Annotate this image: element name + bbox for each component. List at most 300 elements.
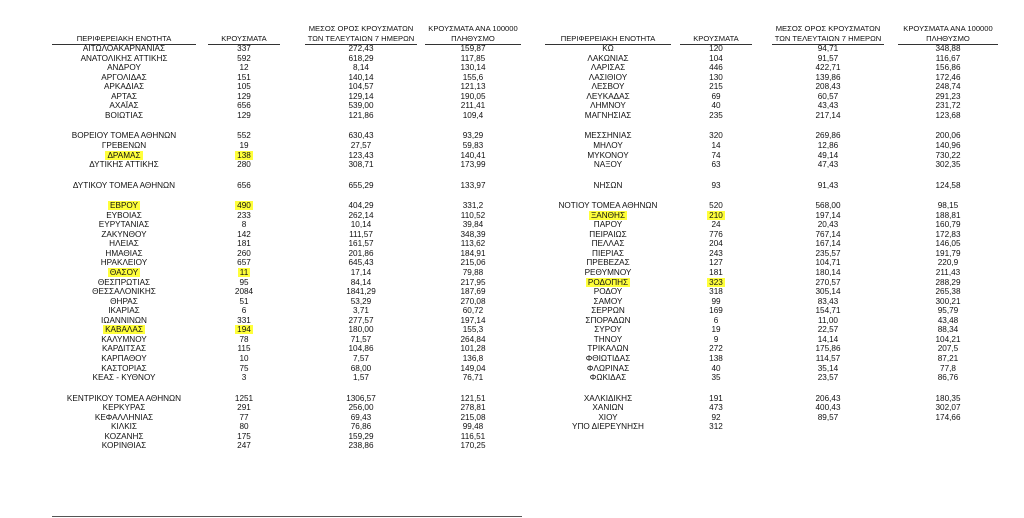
cell-cases [208, 111, 280, 120]
cell-cases [680, 160, 752, 169]
cell-region-text: ΠΡΕΒΕΖΑΣ [586, 258, 630, 268]
cell-per100k [898, 297, 998, 306]
cell-avg7 [305, 101, 417, 110]
cell-region-text: ΝΟΤΙΟΥ ΤΟΜΕΑ ΑΘΗΝΩΝ [558, 201, 658, 211]
cell-avg7-text: 114,57 [815, 353, 841, 363]
cell-cases-text: 657 [237, 258, 251, 268]
cell-avg7 [305, 364, 417, 373]
cell-per100k [425, 131, 521, 140]
cell-region-text: ΚΟΖΑΝΗΣ [104, 431, 144, 441]
cell-per100k [425, 73, 521, 82]
cell-avg7 [305, 220, 417, 229]
cell-avg7 [772, 364, 884, 373]
cell-per100k [898, 181, 998, 190]
cell-region-text: ΧΙΟΥ [598, 412, 618, 422]
cell-cases-text: 12 [239, 63, 249, 73]
cell-per100k-text: 77,8 [940, 363, 956, 373]
cell-cases-text: 235 [709, 110, 723, 120]
cell-avg7 [305, 44, 417, 53]
cell-region-text: ΕΥΒΟΙΑΣ [106, 210, 142, 220]
cell-avg7 [305, 441, 417, 450]
cell-per100k-text: 88,34 [937, 325, 959, 335]
highlighted-cases: 194 [237, 325, 251, 335]
cell-cases [208, 373, 280, 382]
highlighted-region: ΔΡΑΜΑΣ [107, 150, 141, 160]
cell-avg7-text: 1,57 [353, 373, 369, 383]
cell-avg7-text: 1306,57 [346, 393, 376, 403]
cell-per100k [425, 92, 521, 101]
cell-region [52, 249, 196, 258]
cell-avg7 [305, 354, 417, 363]
cell-cases-text: 592 [237, 53, 251, 63]
cell-region [52, 316, 196, 325]
cell-region-text: ΑΝΑΤΟΛΙΚΗΣ ΑΤΤΙΚΗΣ [80, 53, 168, 63]
cell-region [52, 54, 196, 63]
cell-cases-text: 552 [237, 131, 251, 141]
cell-cases [680, 344, 752, 353]
cell-avg7-text: 197,14 [815, 210, 841, 220]
cell-avg7-text: 104,71 [815, 258, 841, 268]
cell-cases [208, 258, 280, 267]
cell-cases [208, 287, 280, 296]
cell-avg7-text: 208,43 [815, 82, 841, 92]
cell-cases [680, 249, 752, 258]
cell-region-text: ΘΕΣΠΡΩΤΙΑΣ [97, 277, 151, 287]
cell-region-text: ΑΡΚΑΔΙΑΣ [103, 82, 145, 92]
cell-cases [680, 413, 752, 422]
cell-avg7-text: 10,14 [350, 220, 372, 230]
cell-avg7 [772, 403, 884, 412]
cell-avg7-text: 23,57 [817, 373, 839, 383]
cell-per100k-text: 117,85 [460, 53, 486, 63]
cell-cases [208, 151, 280, 160]
cell-avg7-text: 238,86 [348, 441, 374, 451]
cell-per100k [898, 258, 998, 267]
cell-avg7 [772, 297, 884, 306]
cell-cases [680, 230, 752, 239]
cell-per100k-text: 211,41 [460, 101, 486, 111]
cell-per100k-text: 59,83 [462, 140, 484, 150]
cell-per100k-text: 136,8 [462, 353, 484, 363]
cell-region [545, 325, 671, 334]
cell-avg7 [772, 316, 884, 325]
cell-per100k-text: 130,14 [460, 63, 486, 73]
cell-region-text: ΚΑΛΥΜΝΟΥ [101, 334, 147, 344]
cell-region [545, 268, 671, 277]
cell-per100k [425, 354, 521, 363]
cell-avg7 [305, 394, 417, 403]
cell-per100k-text: 211,43 [935, 268, 961, 277]
cell-avg7 [305, 278, 417, 287]
cell-per100k-text: 265,38 [935, 287, 961, 297]
cell-per100k [898, 63, 998, 72]
cell-avg7 [772, 44, 884, 53]
cell-per100k-text: 215,08 [460, 412, 486, 422]
cell-region [52, 297, 196, 306]
cell-region [52, 230, 196, 239]
cell-per100k-text: 302,35 [935, 160, 961, 170]
cell-per100k-text: 155,6 [462, 72, 484, 82]
cell-cases-text: 181 [237, 239, 251, 249]
cell-avg7-text: 76,86 [350, 422, 372, 432]
cell-region-text: ΙΚΑΡΙΑΣ [108, 306, 140, 316]
cell-cases [680, 403, 752, 412]
cell-per100k-text: 191,79 [935, 248, 961, 258]
cell-per100k [425, 239, 521, 248]
cell-avg7 [305, 422, 417, 431]
cell-cases [208, 63, 280, 72]
highlighted-region: ΘΑΣΟΥ [109, 268, 139, 277]
cell-avg7-text: 17,14 [350, 268, 372, 277]
cell-region-text: ΛΕΣΒΟΥ [591, 82, 625, 92]
cell-region-text: ΗΡΑΚΛΕΙΟΥ [100, 258, 148, 268]
cell-cases [208, 249, 280, 258]
cell-per100k-text: 93,29 [462, 131, 484, 141]
cell-cases [208, 306, 280, 315]
cell-region-text: ΑΡΤΑΣ [111, 91, 137, 101]
cell-avg7 [772, 354, 884, 363]
cell-cases-text: 129 [237, 110, 251, 120]
cell-avg7-text: 618,29 [348, 53, 374, 63]
cell-per100k [898, 413, 998, 422]
cell-per100k [425, 344, 521, 353]
cell-per100k [425, 249, 521, 258]
cell-avg7 [305, 258, 417, 267]
cell-avg7-text: 277,57 [348, 315, 374, 325]
cell-region [545, 54, 671, 63]
cell-per100k [425, 268, 521, 277]
cell-region [545, 151, 671, 160]
cell-cases [680, 101, 752, 110]
cell-avg7-text: 3,71 [353, 306, 369, 316]
cell-cases-text: 272 [709, 344, 723, 354]
cell-cases-text: 181 [709, 268, 723, 277]
cell-cases-text: 247 [237, 441, 251, 451]
cell-avg7 [772, 239, 884, 248]
cell-per100k-text: 121,13 [460, 82, 486, 92]
cell-avg7 [772, 230, 884, 239]
right-header-avg7 [772, 24, 884, 45]
cell-region [545, 82, 671, 91]
cell-avg7-text: 1841,29 [346, 287, 376, 297]
cell-cases-text: 191 [709, 393, 723, 403]
cell-per100k-text: 109,4 [462, 110, 484, 120]
cell-cases-text: 1251 [234, 393, 254, 403]
cell-avg7-text: 269,86 [815, 131, 841, 141]
cell-avg7 [772, 151, 884, 160]
cell-region [545, 413, 671, 422]
cell-avg7-text: 154,71 [815, 306, 841, 316]
cell-per100k-text: 248,74 [935, 82, 961, 92]
cell-per100k-text: 730,22 [935, 150, 961, 160]
cell-per100k [898, 249, 998, 258]
cell-per100k-text: 173,99 [460, 160, 486, 170]
cell-region-text: ΦΘΙΩΤΙΔΑΣ [585, 353, 631, 363]
cell-avg7-text: 167,14 [815, 239, 841, 249]
cell-avg7 [305, 344, 417, 353]
right-header-avg7-line1: ΜΕΣΟΣ ΟΡΟΣ ΚΡΟΥΣΜΑΤΩΝ [775, 24, 881, 33]
cell-region [52, 306, 196, 315]
cell-region-text: ΝΑΞΟΥ [593, 160, 623, 170]
cell-avg7-text: 12,86 [817, 140, 839, 150]
cell-avg7 [772, 325, 884, 334]
cell-cases-text: 312 [709, 422, 723, 432]
cell-avg7-text: 404,29 [348, 201, 374, 211]
cell-region-text: ΓΡΕΒΕΝΩΝ [101, 140, 147, 150]
cell-cases-text: 473 [709, 403, 723, 413]
cell-cases [680, 63, 752, 72]
cell-avg7-text: 89,57 [817, 412, 839, 422]
cell-per100k-text: 86,76 [937, 373, 959, 383]
cell-region [545, 111, 671, 120]
cell-region [52, 354, 196, 363]
cell-cases-text: 78 [239, 334, 249, 344]
cell-cases [680, 354, 752, 363]
cell-avg7-text: 49,14 [817, 150, 839, 160]
cell-cases [680, 325, 752, 334]
cell-per100k [425, 44, 521, 53]
cell-cases-text: 19 [711, 325, 721, 335]
left-header-per100k-line1: ΚΡΟΥΣΜΑΤΑ ΑΝΑ 100000 [428, 24, 518, 33]
cell-region-text: ΤΡΙΚΑΛΩΝ [587, 344, 629, 354]
cell-region [545, 316, 671, 325]
cell-avg7 [305, 335, 417, 344]
cell-cases-text: 77 [239, 412, 249, 422]
cell-per100k [425, 316, 521, 325]
cell-avg7-text: 161,57 [348, 239, 374, 249]
cell-cases [208, 201, 280, 210]
cell-region [52, 422, 196, 431]
cell-region [52, 441, 196, 450]
cell-per100k [898, 101, 998, 110]
right-header-per100k-line2: ΠΛΗΘΥΣΜΟ [926, 34, 970, 43]
cell-per100k-text: 231,72 [935, 101, 961, 111]
cell-region-text: ΖΑΚΥΝΘΟΥ [101, 229, 147, 239]
cell-region-text: ΦΛΩΡΙΝΑΣ [586, 363, 630, 373]
cell-cases [208, 394, 280, 403]
cell-per100k [898, 201, 998, 210]
cell-avg7-text: 53,29 [350, 296, 372, 306]
cell-cases-text: 115 [237, 344, 251, 354]
cell-region [52, 364, 196, 373]
cell-cases-text: 120 [709, 44, 723, 53]
cell-avg7-text: 140,14 [348, 72, 374, 82]
cell-avg7 [305, 268, 417, 277]
cell-per100k-text: 98,15 [937, 201, 959, 211]
cell-cases-text: 337 [237, 44, 251, 53]
highlighted-cases: 11 [239, 268, 249, 277]
cell-cases-text: 74 [711, 150, 721, 160]
left-header-per100k-line2: ΠΛΗΘΥΣΜΟ [451, 34, 495, 43]
cell-cases [680, 181, 752, 190]
cell-avg7-text: 206,43 [815, 393, 841, 403]
cell-per100k [898, 335, 998, 344]
cell-avg7 [305, 82, 417, 91]
cell-avg7 [772, 287, 884, 296]
cell-avg7 [772, 54, 884, 63]
cell-cases [680, 316, 752, 325]
cell-cases [208, 278, 280, 287]
cell-region-text: ΣΕΡΡΩΝ [591, 306, 625, 316]
cell-per100k [425, 141, 521, 150]
cell-region-text: ΚΟΡΙΝΘΙΑΣ [101, 441, 147, 451]
cell-cases [208, 432, 280, 441]
highlighted-cases: 490 [237, 201, 251, 211]
cell-per100k [425, 258, 521, 267]
cell-region-text: ΠΕΙΡΑΙΩΣ [589, 229, 627, 239]
cell-cases [680, 201, 752, 210]
cell-avg7 [305, 73, 417, 82]
cell-avg7 [772, 258, 884, 267]
cell-avg7 [772, 394, 884, 403]
cell-avg7 [772, 335, 884, 344]
cell-avg7 [305, 92, 417, 101]
cell-per100k-text: 116,67 [935, 53, 961, 63]
cell-cases [208, 92, 280, 101]
cell-region-text: ΣΥΡΟΥ [594, 325, 622, 335]
cell-per100k [898, 344, 998, 353]
cell-per100k-text: 270,08 [460, 296, 486, 306]
cell-region-text: ΑΧΑΪΑΣ [109, 101, 139, 111]
cell-region-text: ΥΠΟ ΔΙΕΡΕΥΝΗΣΗ [572, 422, 644, 432]
cell-cases [208, 230, 280, 239]
cell-cases [208, 354, 280, 363]
cell-region-text: ΚΕΑΣ - ΚΥΘΝΟΥ [92, 373, 156, 383]
cell-per100k [898, 160, 998, 169]
cell-region [52, 73, 196, 82]
cell-per100k-text: 278,81 [460, 403, 486, 413]
cell-avg7-text: 11,00 [818, 315, 838, 325]
cell-per100k-text: 302,07 [935, 403, 961, 413]
cell-cases [208, 364, 280, 373]
cell-avg7-text: 262,14 [348, 210, 374, 220]
cell-cases [208, 82, 280, 91]
cell-region-text: ΚΕΦΑΛΛΗΝΙΑΣ [94, 412, 154, 422]
cell-per100k-text: 124,58 [935, 180, 961, 190]
cell-region-text: ΚΕΝΤΡΙΚΟΥ ΤΟΜΕΑ ΑΘΗΝΩΝ [66, 393, 182, 403]
cell-per100k-text: 149,04 [460, 363, 486, 373]
cell-per100k-text: 170,25 [460, 441, 486, 451]
cell-avg7-text: 14,14 [817, 334, 839, 344]
cell-per100k [898, 316, 998, 325]
cell-region [545, 131, 671, 140]
cell-region-text: ΑΝΔΡΟΥ [107, 63, 141, 73]
cell-region [52, 278, 196, 287]
cell-cases [680, 82, 752, 91]
cell-per100k [425, 394, 521, 403]
cell-region [545, 306, 671, 315]
cell-per100k [425, 432, 521, 441]
cell-cases-text: 75 [239, 363, 249, 373]
cell-avg7 [772, 73, 884, 82]
cell-per100k [425, 403, 521, 412]
cell-per100k [898, 211, 998, 220]
cell-region [545, 403, 671, 412]
cell-avg7 [305, 249, 417, 258]
cell-region [545, 230, 671, 239]
cell-avg7 [305, 239, 417, 248]
cell-per100k-text: 217,95 [460, 277, 486, 287]
cell-region [52, 211, 196, 220]
cell-per100k-text: 140,41 [460, 150, 486, 160]
cell-region [545, 297, 671, 306]
cell-region [545, 354, 671, 363]
highlighted-region: ΡΟΔΟΠΗΣ [587, 277, 629, 287]
cell-avg7-text: 272,43 [348, 44, 374, 53]
cell-avg7 [772, 63, 884, 72]
cell-per100k [425, 82, 521, 91]
right-header-per100k [898, 24, 998, 45]
cell-region-text: ΣΠΟΡΑΔΩΝ [585, 315, 631, 325]
cell-per100k [425, 441, 521, 450]
cell-avg7-text: 159,29 [348, 431, 374, 441]
cell-avg7 [772, 211, 884, 220]
cell-cases-text: 331 [237, 315, 251, 325]
cell-region-text: ΘΕΣΣΑΛΟΝΙΚΗΣ [92, 287, 156, 297]
cell-avg7-text: 7,57 [353, 353, 369, 363]
cell-avg7-text: 91,43 [817, 180, 839, 190]
cell-avg7 [305, 160, 417, 169]
cell-per100k-text: 155,3 [462, 325, 484, 335]
cell-avg7 [305, 181, 417, 190]
cell-avg7-text: 175,86 [815, 344, 841, 354]
cell-region [52, 335, 196, 344]
cell-region [545, 92, 671, 101]
cell-per100k [425, 63, 521, 72]
cell-region-text: ΙΩΑΝΝΙΝΩΝ [101, 315, 147, 325]
cell-per100k [898, 394, 998, 403]
cell-cases-text: 8 [241, 220, 247, 230]
cell-per100k [898, 403, 998, 412]
cell-avg7 [772, 131, 884, 140]
cell-cases-text: 105 [237, 82, 251, 92]
left-table-bottom-rule [52, 516, 522, 517]
cell-avg7 [772, 82, 884, 91]
cell-cases-text: 40 [711, 363, 721, 373]
cell-per100k-text: 180,35 [935, 393, 961, 403]
cell-per100k-text: 113,62 [460, 239, 486, 249]
cell-avg7 [772, 278, 884, 287]
cell-cases [680, 44, 752, 53]
cell-region [52, 82, 196, 91]
cell-avg7-text: 69,43 [350, 412, 372, 422]
cell-avg7-text: 68,00 [350, 363, 372, 373]
cell-region-text: ΚΩ [602, 44, 614, 53]
cell-cases [680, 239, 752, 248]
cell-per100k-text: 197,14 [460, 315, 486, 325]
cell-region [52, 344, 196, 353]
cell-cases-text: 243 [709, 248, 723, 258]
cell-per100k-text: 140,96 [935, 140, 961, 150]
cell-cases-text: 204 [709, 239, 723, 249]
cell-per100k-text: 288,29 [935, 277, 961, 287]
cell-per100k [898, 111, 998, 120]
cell-per100k [425, 181, 521, 190]
cell-cases-text: 99 [711, 296, 721, 306]
cell-avg7-text: 645,43 [348, 258, 374, 268]
cell-cases-text: 40 [711, 101, 721, 111]
cell-per100k-text: 60,72 [462, 306, 484, 316]
cell-avg7 [305, 403, 417, 412]
cell-per100k-text: 200,06 [935, 131, 961, 141]
cell-cases-text: 80 [239, 422, 249, 432]
cell-per100k [898, 151, 998, 160]
highlighted-region: ΕΒΡΟΥ [110, 201, 138, 211]
cell-cases [680, 92, 752, 101]
cell-region [545, 287, 671, 296]
cell-cases [208, 268, 280, 277]
cell-per100k [898, 364, 998, 373]
